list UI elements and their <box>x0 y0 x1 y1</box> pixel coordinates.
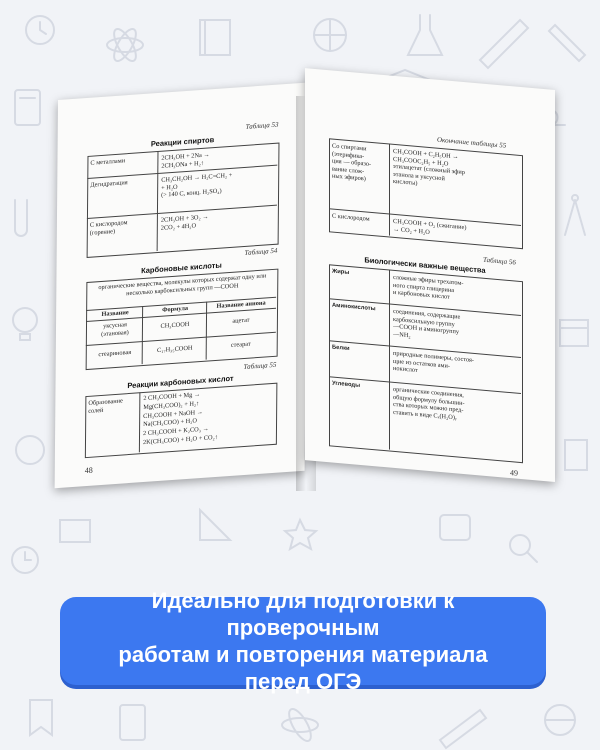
table-55-continuation-label: Окончание таблицы 55 <box>437 135 507 150</box>
table-55-title: Реакции карбоновых кислот <box>127 373 234 391</box>
table-54-intro: органические вещества, молекулы которых содержат одну или несколько карбоксильных групп —COOH <box>98 272 267 297</box>
promo-banner <box>60 588 546 694</box>
table-54-r1-anion: ацетат <box>232 316 250 325</box>
table-56-row4-label: Углеводы <box>332 380 361 389</box>
table-53-row2-content: CH₃CH₂OH → H₂C=CH₂ + + H₂O (> 140 С, конц. H₂SO₄) <box>161 171 233 199</box>
table-54-r1-formula: CH₃COOH <box>160 320 190 330</box>
table-55c-row1-label: Со спиртами (этерифика- ция — образо- вание слож- ных эфиров) <box>332 142 372 183</box>
table-54-number: Таблица 54 <box>244 246 278 257</box>
table-54-r1-name: уксусная (этановая) <box>101 321 129 338</box>
table-53-title: Реакции спиртов <box>150 135 215 149</box>
promo-banner-text <box>73 587 533 695</box>
table-55c-row2-label: С кислородом <box>332 212 370 223</box>
table-54-header-anion: Название аниона <box>216 299 266 310</box>
table-55c-row2-content: CH₃COOH + O₂ (сжигание) → CO₂ + H₂O <box>393 217 467 236</box>
page-number-right: 49 <box>510 468 518 478</box>
table-53-number: Таблица 53 <box>245 120 279 131</box>
page-number-left: 48 <box>84 465 93 476</box>
table-55-number: Таблица 55 <box>243 360 277 372</box>
banner-line-1: Идеально для подготовки к проверочным <box>151 588 455 640</box>
table-56-row2-label: Аминокислоты <box>332 302 376 313</box>
table-53-row3-content: 2CH₃OH + 3O₂ → 2CO₂ + 4H₂O <box>160 213 209 232</box>
bookmark-icon <box>30 700 52 735</box>
table-55c-row1-content: CH₃COOH + C₂H₅OH → CH₃COOC₂H₅ + H₂O этилацетат (сложный эфир этанола и уксусной кислоты) <box>393 147 465 188</box>
table-55-label: Образование солей <box>88 397 123 415</box>
table-53-row2-label: Дегидратация <box>90 179 128 189</box>
table-56-row1-label: Жиры <box>332 268 350 277</box>
table-56-row3-content: природные полимеры, состоя- щие из остатков ами- нокислот <box>393 349 475 375</box>
table-54-r2-formula: C₁₇H₃₅COOH <box>157 344 193 355</box>
table-56-title: Биологически важные вещества <box>364 255 486 275</box>
table-54-header-name: Название <box>101 309 129 318</box>
table-53-row3-label: С кислородом (горение) <box>89 219 128 237</box>
table-56-number: Таблица 56 <box>483 255 516 267</box>
table-54-title: Карбоновые кислоты <box>141 260 222 276</box>
table-56-row1-content: сложные эфиры трехатом- ного спирта глицерина и карбоновых кислот <box>393 273 464 301</box>
table-55-content: 2 CH₃COOH + Mg → Mg(CH₃COO)₂ + H₂↑ CH₃COOH + NaOH → Na(CH₃COO) + H₂O 2 CH₃COOH + K₂CO₃ → 2K(CH₃COO) + H₂O + CO₂↑ <box>142 391 218 447</box>
table-54-header-formula: Формула <box>162 304 189 314</box>
left-page <box>55 83 308 489</box>
table-56-row4-content: органические соединения, общую формулу большин- ства которых можно пред- ставить в виде Cₓ(H₂O)ᵧ <box>393 385 465 422</box>
banner-line-3: перед ОГЭ <box>244 669 362 694</box>
calculator-icon-2 <box>120 705 145 740</box>
table-56-row2-content: соединения, содержащие карбоксильную группу —COOH и аминогруппу —NH₂ <box>393 307 461 340</box>
table-53-row1-content: 2CH₃OH + 2Na → 2CH₃ONa + H₂↑ <box>161 151 210 170</box>
globe-icon-2 <box>545 705 575 735</box>
atom-icon-2 <box>282 706 318 744</box>
table-54-r2-name: стеариновая <box>98 348 132 359</box>
table-54-r2-anion: стеарат <box>230 340 251 349</box>
banner-line-2: работам и повторения материала <box>118 642 488 667</box>
right-page <box>305 68 555 482</box>
table-53-row1-label: С металлами <box>90 157 126 167</box>
ruler-icon-2 <box>440 710 486 748</box>
table-56-row3-label: Белки <box>332 344 350 353</box>
